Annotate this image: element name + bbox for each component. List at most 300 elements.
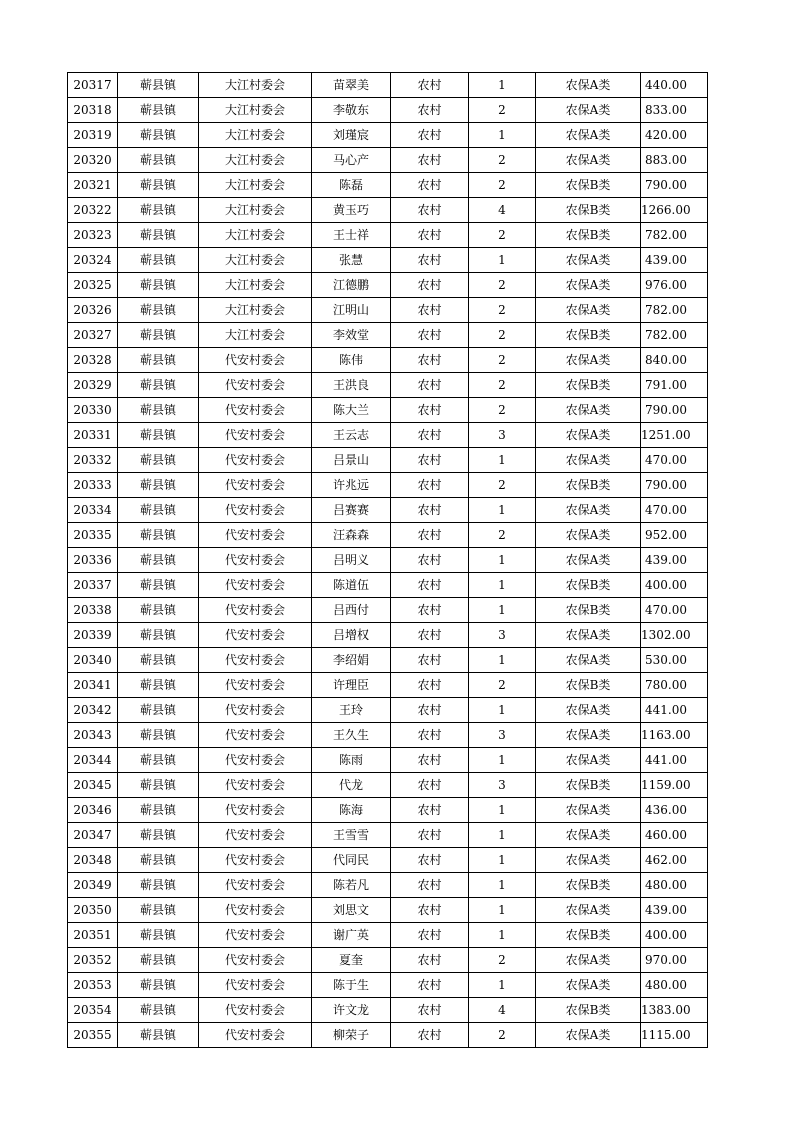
table-row xyxy=(68,848,708,873)
village-committee-cell: 代安村委会 xyxy=(199,448,312,473)
amount-cell: 952.00 xyxy=(641,523,708,548)
record-id-cell: 20334 xyxy=(68,498,118,523)
town-cell: 蕲县镇 xyxy=(118,123,199,148)
table-row xyxy=(68,298,708,323)
table-row xyxy=(68,973,708,998)
household-size-cell: 2 xyxy=(469,98,536,123)
amount-cell: 436.00 xyxy=(641,798,708,823)
household-size-cell: 2 xyxy=(469,298,536,323)
table-row xyxy=(68,598,708,623)
table-body xyxy=(68,73,708,1048)
insurance-category-cell: 农保B类 xyxy=(536,323,641,348)
village-committee-cell: 代安村委会 xyxy=(199,698,312,723)
table-row xyxy=(68,648,708,673)
household-size-cell: 1 xyxy=(469,798,536,823)
insurance-category-cell: 农保A类 xyxy=(536,298,641,323)
record-id-cell: 20321 xyxy=(68,173,118,198)
table-row xyxy=(68,123,708,148)
residence-type-cell: 农村 xyxy=(391,298,469,323)
amount-cell: 400.00 xyxy=(641,573,708,598)
table-row xyxy=(68,248,708,273)
residence-type-cell: 农村 xyxy=(391,748,469,773)
amount-cell: 780.00 xyxy=(641,673,708,698)
village-committee-cell: 代安村委会 xyxy=(199,998,312,1023)
village-committee-cell: 大江村委会 xyxy=(199,273,312,298)
town-cell: 蕲县镇 xyxy=(118,273,199,298)
household-size-cell: 4 xyxy=(469,998,536,1023)
amount-cell: 470.00 xyxy=(641,448,708,473)
person-name-cell: 许理臣 xyxy=(312,673,391,698)
household-size-cell: 1 xyxy=(469,73,536,98)
person-name-cell: 夏奎 xyxy=(312,948,391,973)
record-id-cell: 20350 xyxy=(68,898,118,923)
person-name-cell: 陈若凡 xyxy=(312,873,391,898)
village-committee-cell: 代安村委会 xyxy=(199,523,312,548)
village-committee-cell: 大江村委会 xyxy=(199,73,312,98)
table-row xyxy=(68,498,708,523)
table-row xyxy=(68,148,708,173)
household-size-cell: 3 xyxy=(469,623,536,648)
person-name-cell: 陈道伍 xyxy=(312,573,391,598)
household-size-cell: 1 xyxy=(469,573,536,598)
amount-cell: 470.00 xyxy=(641,598,708,623)
insurance-category-cell: 农保A类 xyxy=(536,523,641,548)
household-size-cell: 2 xyxy=(469,1023,536,1048)
record-id-cell: 20326 xyxy=(68,298,118,323)
village-committee-cell: 代安村委会 xyxy=(199,348,312,373)
town-cell: 蕲县镇 xyxy=(118,523,199,548)
table-row xyxy=(68,748,708,773)
village-committee-cell: 代安村委会 xyxy=(199,423,312,448)
person-name-cell: 谢广英 xyxy=(312,923,391,948)
person-name-cell: 吕明义 xyxy=(312,548,391,573)
amount-cell: 439.00 xyxy=(641,248,708,273)
table-row xyxy=(68,723,708,748)
insurance-category-cell: 农保A类 xyxy=(536,498,641,523)
town-cell: 蕲县镇 xyxy=(118,773,199,798)
table-row xyxy=(68,448,708,473)
household-size-cell: 1 xyxy=(469,748,536,773)
person-name-cell: 代龙 xyxy=(312,773,391,798)
person-name-cell: 陈大兰 xyxy=(312,398,391,423)
table-row xyxy=(68,398,708,423)
person-name-cell: 许文龙 xyxy=(312,998,391,1023)
record-id-cell: 20322 xyxy=(68,198,118,223)
person-name-cell: 黄玉巧 xyxy=(312,198,391,223)
town-cell: 蕲县镇 xyxy=(118,898,199,923)
insurance-category-cell: 农保A类 xyxy=(536,348,641,373)
table-row xyxy=(68,573,708,598)
insurance-category-cell: 农保A类 xyxy=(536,698,641,723)
village-committee-cell: 大江村委会 xyxy=(199,123,312,148)
amount-cell: 480.00 xyxy=(641,873,708,898)
residence-type-cell: 农村 xyxy=(391,973,469,998)
amount-cell: 790.00 xyxy=(641,398,708,423)
record-id-cell: 20355 xyxy=(68,1023,118,1048)
table-row xyxy=(68,873,708,898)
record-id-cell: 20351 xyxy=(68,923,118,948)
person-name-cell: 李敬东 xyxy=(312,98,391,123)
residence-type-cell: 农村 xyxy=(391,348,469,373)
amount-cell: 1159.00 xyxy=(641,773,708,798)
insurance-category-cell: 农保A类 xyxy=(536,1023,641,1048)
amount-cell: 840.00 xyxy=(641,348,708,373)
residence-type-cell: 农村 xyxy=(391,498,469,523)
person-name-cell: 王玲 xyxy=(312,698,391,723)
insurance-category-cell: 农保B类 xyxy=(536,223,641,248)
amount-cell: 1383.00 xyxy=(641,998,708,1023)
residence-type-cell: 农村 xyxy=(391,623,469,648)
person-name-cell: 王洪良 xyxy=(312,373,391,398)
insurance-category-cell: 农保A类 xyxy=(536,273,641,298)
insurance-category-cell: 农保A类 xyxy=(536,448,641,473)
residence-type-cell: 农村 xyxy=(391,73,469,98)
record-id-cell: 20323 xyxy=(68,223,118,248)
insurance-category-cell: 农保B类 xyxy=(536,598,641,623)
residence-type-cell: 农村 xyxy=(391,248,469,273)
household-size-cell: 1 xyxy=(469,973,536,998)
table-row xyxy=(68,548,708,573)
table-row xyxy=(68,423,708,448)
town-cell: 蕲县镇 xyxy=(118,73,199,98)
insurance-category-cell: 农保B类 xyxy=(536,923,641,948)
person-name-cell: 李绍娟 xyxy=(312,648,391,673)
insurance-category-cell: 农保A类 xyxy=(536,123,641,148)
insurance-category-cell: 农保A类 xyxy=(536,98,641,123)
amount-cell: 400.00 xyxy=(641,923,708,948)
table-row xyxy=(68,898,708,923)
village-committee-cell: 代安村委会 xyxy=(199,848,312,873)
household-size-cell: 4 xyxy=(469,198,536,223)
record-id-cell: 20320 xyxy=(68,148,118,173)
insurance-category-cell: 农保A类 xyxy=(536,73,641,98)
residence-type-cell: 农村 xyxy=(391,173,469,198)
household-size-cell: 2 xyxy=(469,273,536,298)
residence-type-cell: 农村 xyxy=(391,523,469,548)
table-row xyxy=(68,948,708,973)
residence-type-cell: 农村 xyxy=(391,1023,469,1048)
person-name-cell: 吕赛赛 xyxy=(312,498,391,523)
town-cell: 蕲县镇 xyxy=(118,473,199,498)
table-row xyxy=(68,198,708,223)
household-size-cell: 1 xyxy=(469,873,536,898)
town-cell: 蕲县镇 xyxy=(118,573,199,598)
household-size-cell: 1 xyxy=(469,923,536,948)
residence-type-cell: 农村 xyxy=(391,398,469,423)
record-id-cell: 20345 xyxy=(68,773,118,798)
town-cell: 蕲县镇 xyxy=(118,223,199,248)
town-cell: 蕲县镇 xyxy=(118,498,199,523)
record-id-cell: 20346 xyxy=(68,798,118,823)
town-cell: 蕲县镇 xyxy=(118,348,199,373)
person-name-cell: 李效堂 xyxy=(312,323,391,348)
insurance-category-cell: 农保A类 xyxy=(536,973,641,998)
residence-type-cell: 农村 xyxy=(391,873,469,898)
insurance-category-cell: 农保B类 xyxy=(536,673,641,698)
town-cell: 蕲县镇 xyxy=(118,698,199,723)
village-committee-cell: 代安村委会 xyxy=(199,798,312,823)
person-name-cell: 吕增权 xyxy=(312,623,391,648)
table-row xyxy=(68,1023,708,1048)
person-name-cell: 代同民 xyxy=(312,848,391,873)
insurance-category-cell: 农保B类 xyxy=(536,573,641,598)
table-row xyxy=(68,98,708,123)
table-row xyxy=(68,173,708,198)
table-row xyxy=(68,473,708,498)
record-id-cell: 20341 xyxy=(68,673,118,698)
table-row xyxy=(68,223,708,248)
person-name-cell: 王久生 xyxy=(312,723,391,748)
town-cell: 蕲县镇 xyxy=(118,673,199,698)
table-row xyxy=(68,998,708,1023)
village-committee-cell: 代安村委会 xyxy=(199,648,312,673)
table-row xyxy=(68,798,708,823)
record-id-cell: 20342 xyxy=(68,698,118,723)
record-id-cell: 20339 xyxy=(68,623,118,648)
amount-cell: 439.00 xyxy=(641,898,708,923)
person-name-cell: 王雪雪 xyxy=(312,823,391,848)
amount-cell: 440.00 xyxy=(641,73,708,98)
village-committee-cell: 代安村委会 xyxy=(199,373,312,398)
town-cell: 蕲县镇 xyxy=(118,548,199,573)
residence-type-cell: 农村 xyxy=(391,948,469,973)
town-cell: 蕲县镇 xyxy=(118,173,199,198)
person-name-cell: 吕景山 xyxy=(312,448,391,473)
record-id-cell: 20337 xyxy=(68,573,118,598)
village-committee-cell: 代安村委会 xyxy=(199,398,312,423)
table-row xyxy=(68,373,708,398)
insurance-category-cell: 农保A类 xyxy=(536,948,641,973)
record-id-cell: 20327 xyxy=(68,323,118,348)
person-name-cell: 陈于生 xyxy=(312,973,391,998)
village-committee-cell: 代安村委会 xyxy=(199,623,312,648)
record-id-cell: 20343 xyxy=(68,723,118,748)
residence-type-cell: 农村 xyxy=(391,898,469,923)
village-committee-cell: 大江村委会 xyxy=(199,298,312,323)
village-committee-cell: 代安村委会 xyxy=(199,573,312,598)
residence-type-cell: 农村 xyxy=(391,123,469,148)
household-size-cell: 1 xyxy=(469,498,536,523)
insurance-category-cell: 农保A类 xyxy=(536,648,641,673)
residence-type-cell: 农村 xyxy=(391,823,469,848)
town-cell: 蕲县镇 xyxy=(118,873,199,898)
insurance-category-cell: 农保A类 xyxy=(536,248,641,273)
village-committee-cell: 代安村委会 xyxy=(199,498,312,523)
residence-type-cell: 农村 xyxy=(391,773,469,798)
village-committee-cell: 代安村委会 xyxy=(199,473,312,498)
household-size-cell: 1 xyxy=(469,448,536,473)
household-size-cell: 2 xyxy=(469,148,536,173)
insurance-category-cell: 农保A类 xyxy=(536,398,641,423)
record-id-cell: 20330 xyxy=(68,398,118,423)
record-id-cell: 20335 xyxy=(68,523,118,548)
person-name-cell: 马心产 xyxy=(312,148,391,173)
table-row xyxy=(68,348,708,373)
village-committee-cell: 代安村委会 xyxy=(199,948,312,973)
record-id-cell: 20328 xyxy=(68,348,118,373)
person-name-cell: 苗翠美 xyxy=(312,73,391,98)
town-cell: 蕲县镇 xyxy=(118,148,199,173)
town-cell: 蕲县镇 xyxy=(118,198,199,223)
amount-cell: 530.00 xyxy=(641,648,708,673)
town-cell: 蕲县镇 xyxy=(118,448,199,473)
household-size-cell: 3 xyxy=(469,423,536,448)
town-cell: 蕲县镇 xyxy=(118,98,199,123)
town-cell: 蕲县镇 xyxy=(118,598,199,623)
residence-type-cell: 农村 xyxy=(391,548,469,573)
village-committee-cell: 代安村委会 xyxy=(199,823,312,848)
household-size-cell: 1 xyxy=(469,698,536,723)
insurance-category-cell: 农保A类 xyxy=(536,723,641,748)
household-size-cell: 2 xyxy=(469,948,536,973)
household-size-cell: 1 xyxy=(469,123,536,148)
table-row xyxy=(68,73,708,98)
village-committee-cell: 代安村委会 xyxy=(199,923,312,948)
household-size-cell: 2 xyxy=(469,348,536,373)
town-cell: 蕲县镇 xyxy=(118,423,199,448)
record-id-cell: 20353 xyxy=(68,973,118,998)
residence-type-cell: 农村 xyxy=(391,723,469,748)
household-size-cell: 3 xyxy=(469,773,536,798)
table-row xyxy=(68,623,708,648)
village-committee-cell: 代安村委会 xyxy=(199,773,312,798)
person-name-cell: 陈伟 xyxy=(312,348,391,373)
household-size-cell: 2 xyxy=(469,223,536,248)
insurance-category-cell: 农保A类 xyxy=(536,548,641,573)
record-id-cell: 20325 xyxy=(68,273,118,298)
household-size-cell: 1 xyxy=(469,823,536,848)
amount-cell: 441.00 xyxy=(641,748,708,773)
town-cell: 蕲县镇 xyxy=(118,948,199,973)
insurance-category-cell: 农保B类 xyxy=(536,998,641,1023)
amount-cell: 441.00 xyxy=(641,698,708,723)
record-id-cell: 20319 xyxy=(68,123,118,148)
town-cell: 蕲县镇 xyxy=(118,923,199,948)
residence-type-cell: 农村 xyxy=(391,598,469,623)
residence-type-cell: 农村 xyxy=(391,573,469,598)
person-name-cell: 王云志 xyxy=(312,423,391,448)
record-id-cell: 20340 xyxy=(68,648,118,673)
town-cell: 蕲县镇 xyxy=(118,823,199,848)
table-row xyxy=(68,698,708,723)
amount-cell: 1302.00 xyxy=(641,623,708,648)
record-id-cell: 20329 xyxy=(68,373,118,398)
residence-type-cell: 农村 xyxy=(391,998,469,1023)
residence-type-cell: 农村 xyxy=(391,373,469,398)
residence-type-cell: 农村 xyxy=(391,648,469,673)
insurance-category-cell: 农保A类 xyxy=(536,798,641,823)
village-committee-cell: 大江村委会 xyxy=(199,148,312,173)
table-row xyxy=(68,323,708,348)
town-cell: 蕲县镇 xyxy=(118,1023,199,1048)
residence-type-cell: 农村 xyxy=(391,673,469,698)
household-size-cell: 1 xyxy=(469,648,536,673)
village-committee-cell: 大江村委会 xyxy=(199,223,312,248)
amount-cell: 439.00 xyxy=(641,548,708,573)
village-committee-cell: 代安村委会 xyxy=(199,1023,312,1048)
amount-cell: 1163.00 xyxy=(641,723,708,748)
record-id-cell: 20338 xyxy=(68,598,118,623)
insurance-category-cell: 农保A类 xyxy=(536,748,641,773)
amount-cell: 1251.00 xyxy=(641,423,708,448)
record-id-cell: 20324 xyxy=(68,248,118,273)
household-size-cell: 2 xyxy=(469,173,536,198)
record-id-cell: 20317 xyxy=(68,73,118,98)
insurance-category-cell: 农保B类 xyxy=(536,173,641,198)
town-cell: 蕲县镇 xyxy=(118,648,199,673)
household-size-cell: 2 xyxy=(469,323,536,348)
record-id-cell: 20344 xyxy=(68,748,118,773)
amount-cell: 420.00 xyxy=(641,123,708,148)
town-cell: 蕲县镇 xyxy=(118,748,199,773)
residence-type-cell: 农村 xyxy=(391,848,469,873)
household-size-cell: 1 xyxy=(469,248,536,273)
village-committee-cell: 代安村委会 xyxy=(199,748,312,773)
insurance-category-cell: 农保A类 xyxy=(536,423,641,448)
town-cell: 蕲县镇 xyxy=(118,998,199,1023)
person-name-cell: 王士祥 xyxy=(312,223,391,248)
village-committee-cell: 大江村委会 xyxy=(199,248,312,273)
village-committee-cell: 大江村委会 xyxy=(199,98,312,123)
record-id-cell: 20347 xyxy=(68,823,118,848)
person-name-cell: 刘思文 xyxy=(312,898,391,923)
town-cell: 蕲县镇 xyxy=(118,973,199,998)
amount-cell: 470.00 xyxy=(641,498,708,523)
household-size-cell: 1 xyxy=(469,898,536,923)
record-id-cell: 20333 xyxy=(68,473,118,498)
amount-cell: 462.00 xyxy=(641,848,708,873)
village-committee-cell: 代安村委会 xyxy=(199,723,312,748)
village-committee-cell: 代安村委会 xyxy=(199,973,312,998)
amount-cell: 782.00 xyxy=(641,298,708,323)
person-name-cell: 柳荣子 xyxy=(312,1023,391,1048)
village-committee-cell: 大江村委会 xyxy=(199,173,312,198)
insurance-category-cell: 农保B类 xyxy=(536,873,641,898)
insurance-category-cell: 农保B类 xyxy=(536,473,641,498)
record-id-cell: 20349 xyxy=(68,873,118,898)
record-id-cell: 20354 xyxy=(68,998,118,1023)
insurance-category-cell: 农保B类 xyxy=(536,198,641,223)
residence-type-cell: 农村 xyxy=(391,473,469,498)
record-id-cell: 20352 xyxy=(68,948,118,973)
household-size-cell: 2 xyxy=(469,673,536,698)
household-size-cell: 1 xyxy=(469,848,536,873)
town-cell: 蕲县镇 xyxy=(118,373,199,398)
household-size-cell: 2 xyxy=(469,373,536,398)
insurance-category-cell: 农保B类 xyxy=(536,373,641,398)
residence-type-cell: 农村 xyxy=(391,198,469,223)
table-row xyxy=(68,923,708,948)
town-cell: 蕲县镇 xyxy=(118,323,199,348)
residence-type-cell: 农村 xyxy=(391,223,469,248)
person-name-cell: 江明山 xyxy=(312,298,391,323)
record-id-cell: 20336 xyxy=(68,548,118,573)
amount-cell: 833.00 xyxy=(641,98,708,123)
amount-cell: 791.00 xyxy=(641,373,708,398)
person-name-cell: 江德鹏 xyxy=(312,273,391,298)
town-cell: 蕲县镇 xyxy=(118,848,199,873)
amount-cell: 976.00 xyxy=(641,273,708,298)
amount-cell: 782.00 xyxy=(641,223,708,248)
residence-type-cell: 农村 xyxy=(391,148,469,173)
record-id-cell: 20331 xyxy=(68,423,118,448)
person-name-cell: 吕西付 xyxy=(312,598,391,623)
amount-cell: 790.00 xyxy=(641,473,708,498)
town-cell: 蕲县镇 xyxy=(118,723,199,748)
residence-type-cell: 农村 xyxy=(391,98,469,123)
person-name-cell: 刘瑾宸 xyxy=(312,123,391,148)
village-committee-cell: 代安村委会 xyxy=(199,898,312,923)
